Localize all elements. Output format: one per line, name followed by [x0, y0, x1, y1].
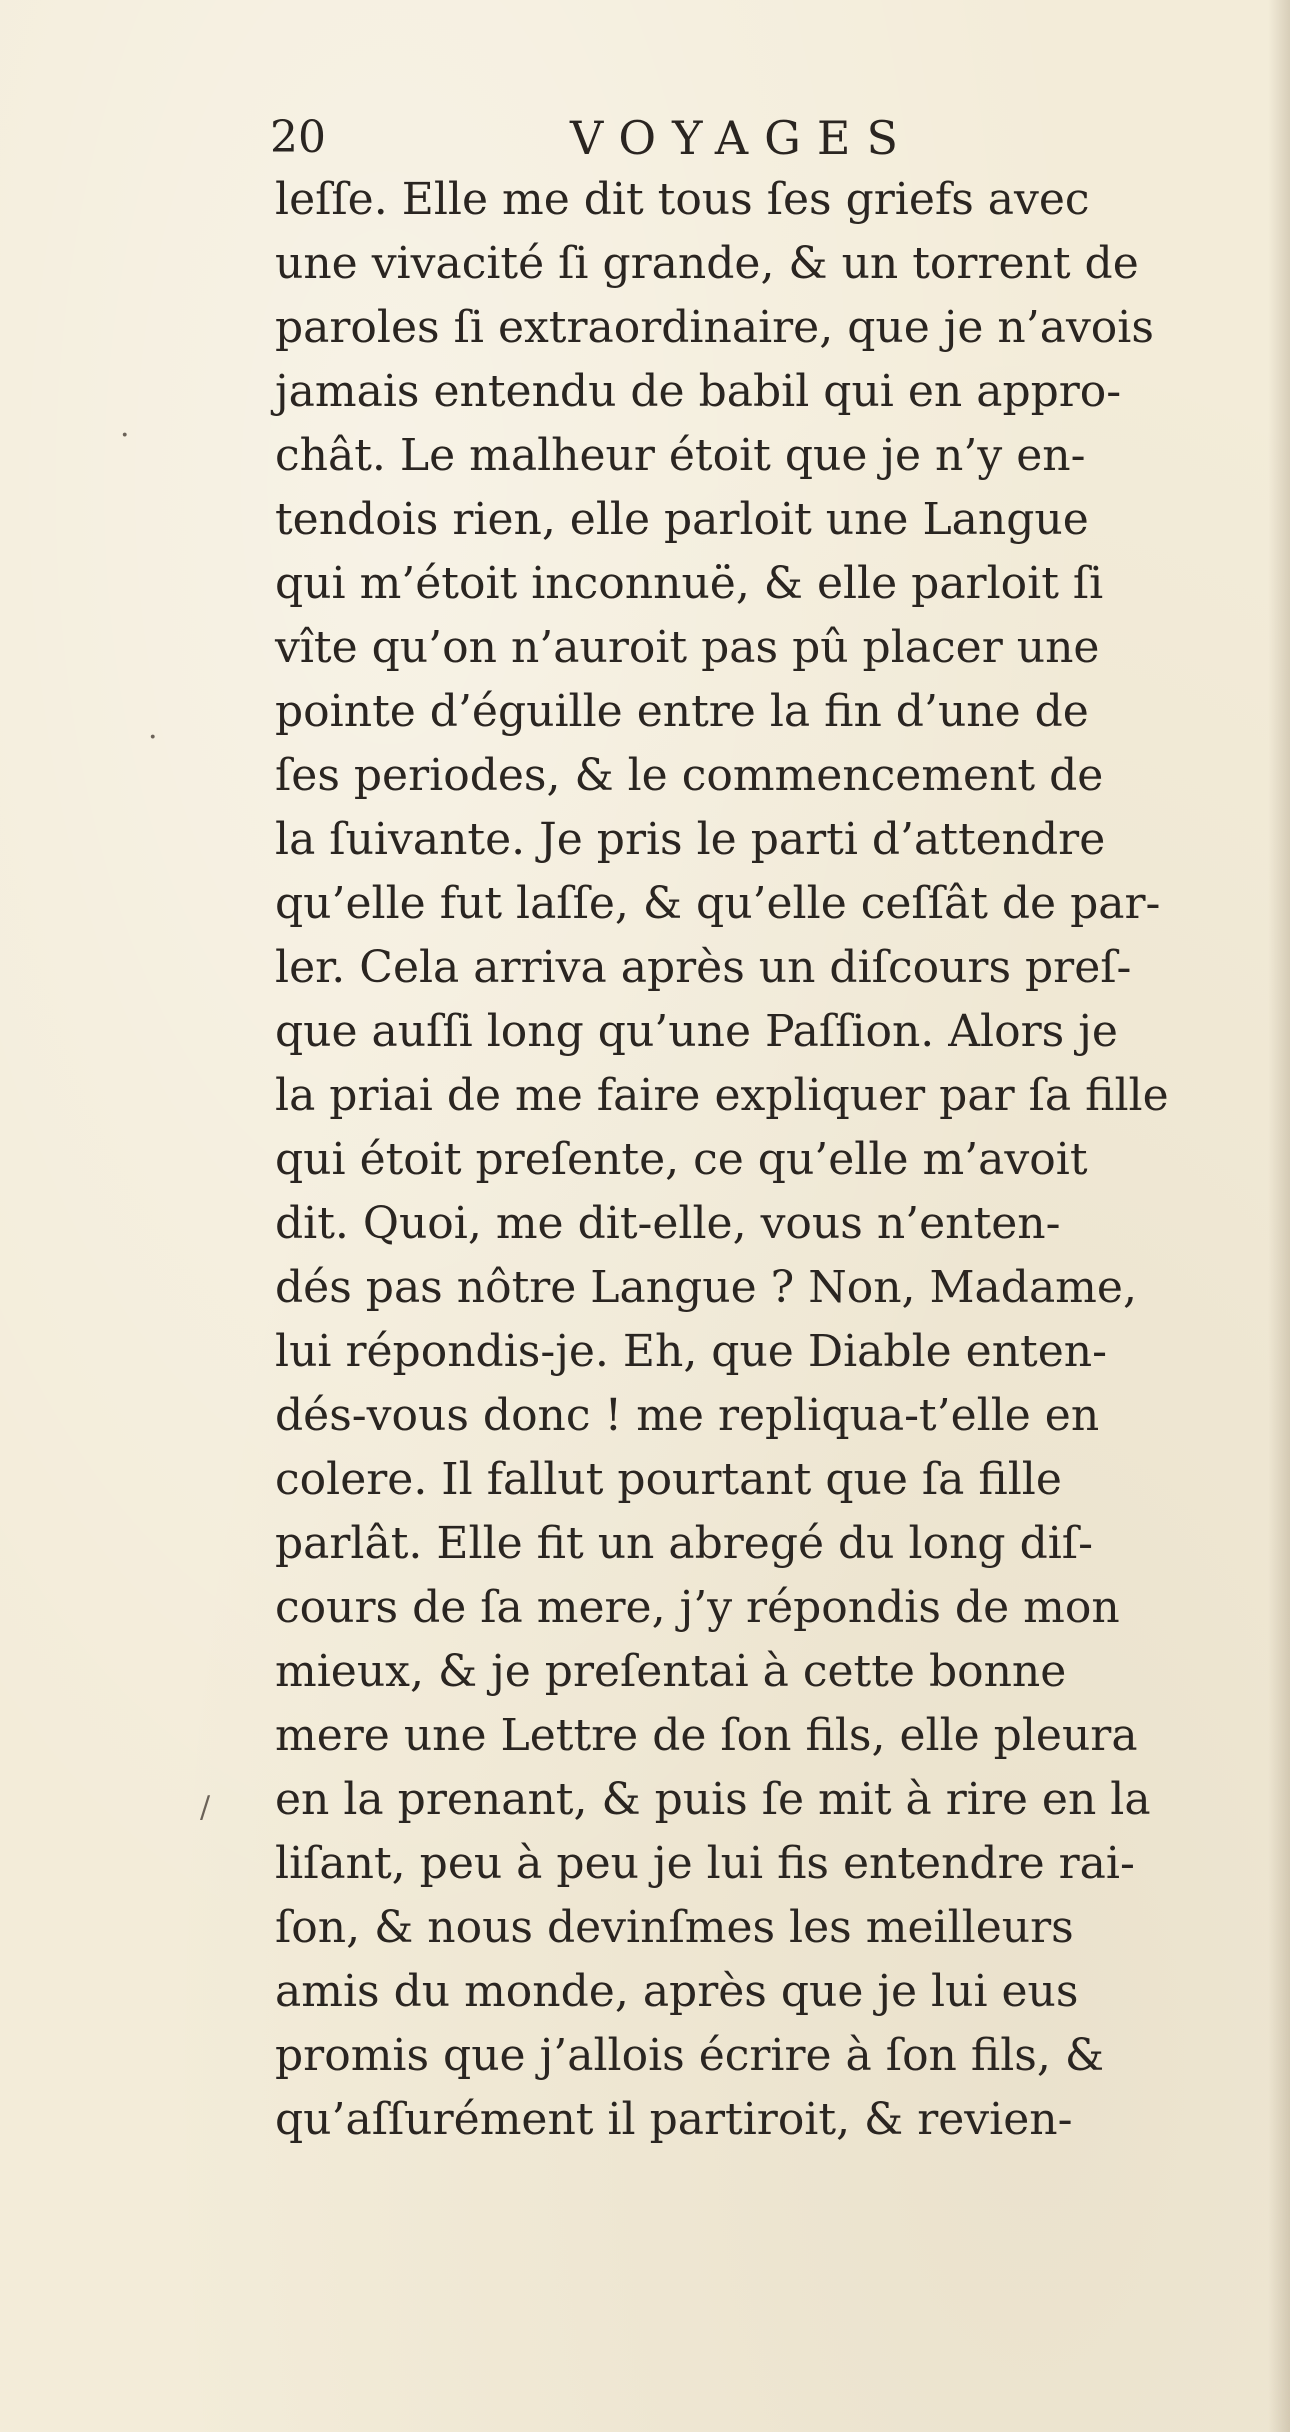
text-line: qui m’étoit inconnuë, & elle parloit ſi: [275, 558, 1104, 609]
text-line: qu’aſſurément il partiroit, & revien-: [275, 2094, 1073, 2145]
text-line: pointe d’éguille entre la fin d’une de: [275, 686, 1089, 737]
text-line: en la prenant, & puis ſe mit à rire en la: [275, 1774, 1151, 1825]
text-line: ſes periodes, & le commencement de: [275, 750, 1104, 801]
text-line: mere une Lettre de ſon fils, elle pleura: [275, 1710, 1138, 1761]
text-line: tendois rien, elle parloit une Langue: [275, 494, 1089, 545]
text-line: vîte qu’on n’auroit pas pû placer une: [275, 622, 1100, 673]
text-line: jamais entendu de babil qui en appro-: [275, 366, 1122, 417]
text-line: chât. Le malheur étoit que je n’y en-: [275, 430, 1086, 481]
text-line: que auſſi long qu’une Paſſion. Alors je: [275, 1006, 1118, 1057]
text-line: dés-vous donc ! me repliqua-t’elle en: [275, 1390, 1100, 1441]
margin-speck: /: [200, 1790, 211, 1825]
text-line: parlât. Elle fit un abregé du long diſ-: [275, 1518, 1093, 1569]
text-line: paroles ſi extraordinaire, que je n’avois: [275, 302, 1154, 353]
margin-speck: ·: [120, 418, 130, 453]
running-header: [270, 108, 990, 168]
text-line: mieux, & je preſentai à cette bonne: [275, 1646, 1067, 1697]
text-line: cours de ſa mere, j’y répondis de mon: [275, 1582, 1120, 1633]
text-line: liſant, peu à peu je lui fis entendre rai-: [275, 1838, 1135, 1889]
text-line: la ſuivante. Je pris le parti d’attendre: [275, 814, 1106, 865]
body-text: [275, 168, 1275, 2152]
running-title: VOYAGES: [570, 111, 914, 165]
text-line: ſon, & nous devinſmes les meilleurs: [275, 1902, 1074, 1953]
text-line: ler. Cela arriva après un diſcours preſ-: [275, 942, 1132, 993]
text-line: promis que j’allois écrire à ſon fils, &: [275, 2030, 1105, 2081]
text-line: colere. Il fallut pourtant que ſa fille: [275, 1454, 1062, 1505]
text-line: leſſe. Elle me dit tous ſes griefs avec: [275, 174, 1090, 225]
text-line: lui répondis-je. Eh, que Diable enten-: [275, 1326, 1107, 1377]
text-line: qui étoit preſente, ce qu’elle m’avoit: [275, 1134, 1088, 1185]
text-line: une vivacité ſi grande, & un torrent de: [275, 238, 1139, 289]
text-line: la priai de me faire expliquer par ſa fille: [275, 1070, 1169, 1121]
margin-speck: ·: [148, 720, 158, 755]
text-line: dés pas nôtre Langue ? Non, Madame,: [275, 1262, 1137, 1313]
text-line: dit. Quoi, me dit-elle, vous n’enten-: [275, 1198, 1061, 1249]
text-line: qu’elle fut laſſe, & qu’elle ceſſât de par-: [275, 878, 1161, 929]
text-line: amis du monde, après que je lui eus: [275, 1966, 1079, 2017]
page-number: 20: [270, 112, 326, 163]
